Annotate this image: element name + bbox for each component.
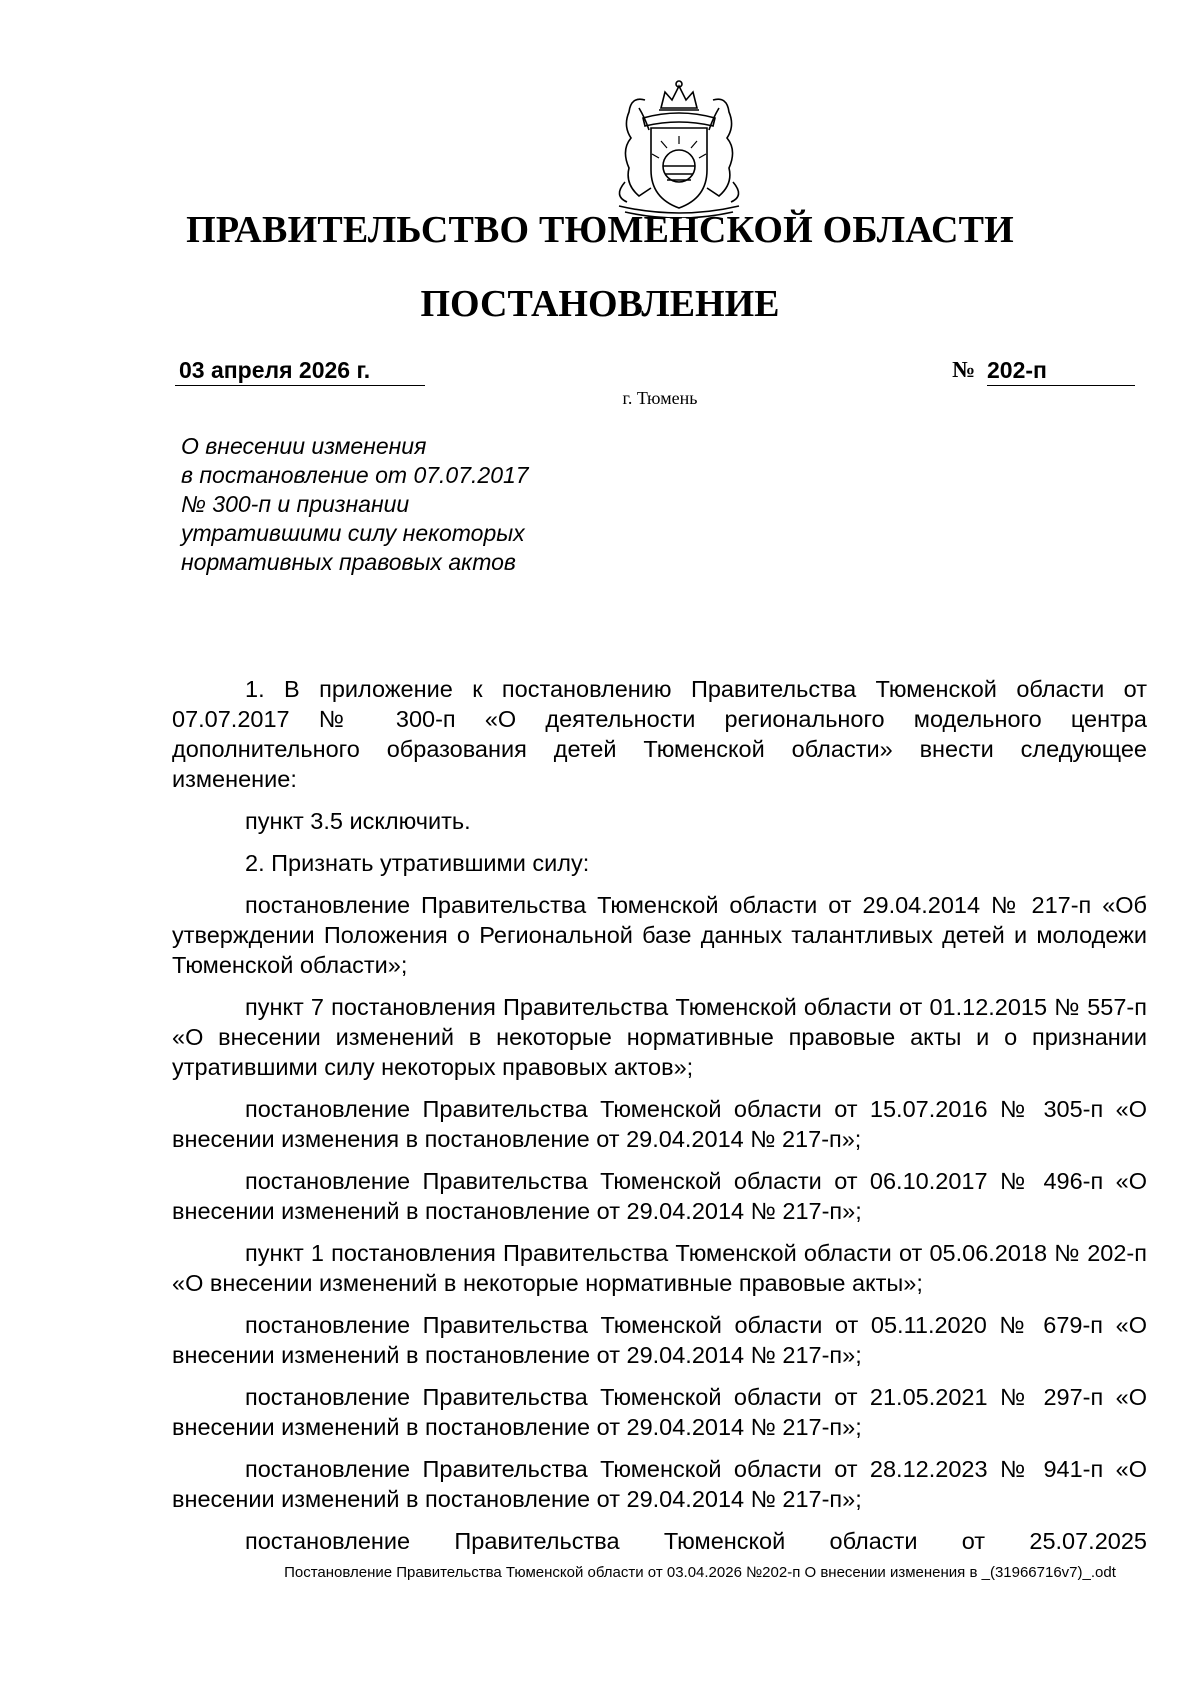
body-paragraph: пункт 7 постановления Правительства Тюменской области от 01.12.2015 № 557-п «О внесении изменений в некоторые нормативные правовые акты и о признании утратившими силу некоторых правовых актов»;: [172, 994, 1147, 1080]
body-paragraph: постановление Правительства Тюменской области от 21.05.2021 № 297-п «О внесении изменений в постановление от 29.04.2014 № 217-п»;: [172, 1384, 1147, 1440]
organization-title: ПРАВИТЕЛЬСТВО ТЮМЕНСКОЙ ОБЛАСТИ: [186, 209, 1014, 251]
body-paragraph: пункт 1 постановления Правительства Тюменской области от 05.06.2018 № 202-п «О внесении изменений в некоторые нормативные правовые акты»;: [172, 1240, 1147, 1296]
subject-line: утратившими силу некоторых: [181, 520, 525, 546]
subject-line: в постановление от 07.07.2017: [181, 462, 529, 488]
subject-line: нормативных правовых актов: [181, 549, 516, 575]
body-paragraph: постановление Правительства Тюменской области от 25.07.2025: [245, 1528, 1147, 1554]
document-type-heading: ПОСТАНОВЛЕНИЕ: [420, 283, 780, 325]
body-paragraph: постановление Правительства Тюменской области от 06.10.2017 № 496-п «О внесении изменений в постановление от 29.04.2014 № 217-п»;: [172, 1168, 1147, 1224]
coat-of-arms-icon: [595, 78, 763, 218]
document-subject: [181, 432, 601, 577]
body-paragraph: постановление Правительства Тюменской области от 05.11.2020 № 679-п «О внесении изменений в постановление от 29.04.2014 № 217-п»;: [172, 1312, 1147, 1368]
city-label: г. Тюмень: [622, 388, 698, 408]
document-date: 03 апреля 2026 г.: [175, 354, 425, 386]
body-paragraph: 2. Признать утратившими силу:: [245, 850, 590, 876]
document-number: 202-п: [987, 354, 1135, 386]
body-paragraph: постановление Правительства Тюменской области от 15.07.2016 № 305-п «О внесении изменения в постановление от 29.04.2014 № 217-п»;: [172, 1096, 1147, 1152]
body-paragraph: пункт 3.5 исключить.: [245, 808, 471, 834]
document-footer: Постановление Правительства Тюменской области от 03.04.2026 №202-п О внесении изменения в _(31966716v7)_.odt: [284, 1564, 1116, 1581]
body-paragraph: 1. В приложение к постановлению Правительства Тюменской области от 07.07.2017 № 300-п «О деятельности регионального модельного центра дополнительного образования детей Тюменской области» внести следующее изменение:: [172, 676, 1147, 792]
subject-line: № 300-п и признании: [181, 491, 410, 517]
body-paragraph: постановление Правительства Тюменской области от 29.04.2014 № 217-п «Об утверждении Положения о Региональной базе данных талантливых детей и молодежи Тюменской области»;: [172, 892, 1147, 978]
subject-line: О внесении изменения: [181, 433, 427, 459]
body-paragraph: постановление Правительства Тюменской области от 28.12.2023 № 941-п «О внесении изменений в постановление от 29.04.2014 № 217-п»;: [172, 1456, 1147, 1512]
document-body: [172, 674, 1147, 1568]
number-sign: №: [952, 357, 976, 382]
